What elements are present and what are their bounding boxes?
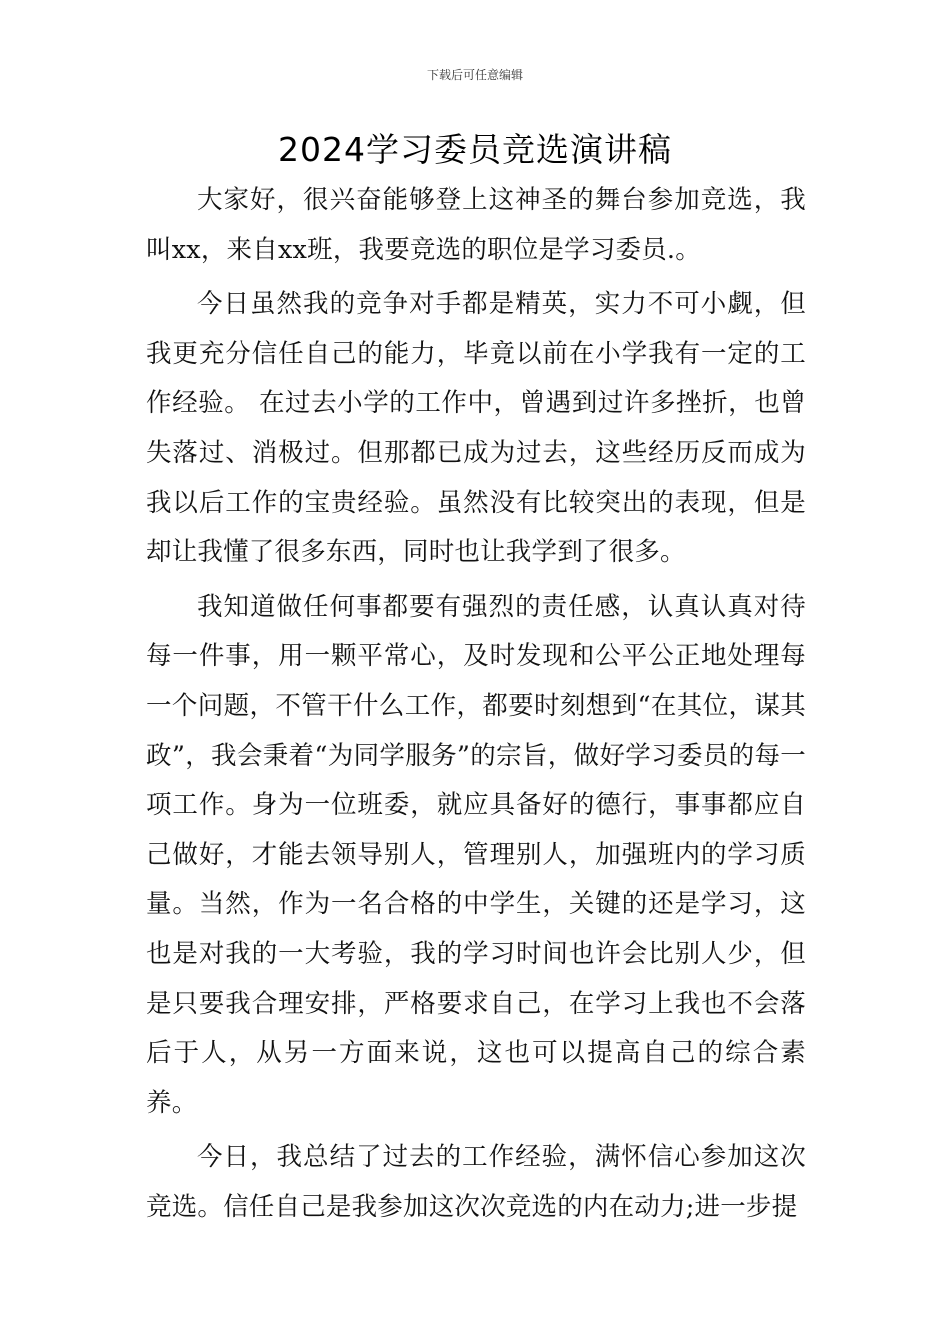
document-title: 2024学习委员竞选演讲稿 <box>278 130 672 169</box>
header-note: 下载后可任意编辑 <box>426 68 523 82</box>
paragraph-3: 我知道做任何事都要有强烈的责任感，认真认真对待每一件事，用一颗平常心，及时发现和公平公正地处理每一个问题，不管干什么工作，都要时刻想到“在其位，谋其政”，我会秉着“为同学服务”的宗旨，做好学习委员的每一项工作。身为一位班委，就应具备好的德行，事事都应自己做好，才能去领导别人，管理别人，加强班内的学习质量。当然，作为一名合格的中学生，关键的还是学习，这也是对我的一大考验，我的学习时间也许会比别人少，但是只要我合理安排，严格要求自己，在学习上我也不会落后于人，从另一方面来说，这也可以提高自己的综合素养。 <box>146 591 806 1118</box>
document-body <box>146 176 806 1232</box>
paragraph-2: 今日虽然我的竞争对手都是精英，实力不可小觑，但我更充分信任自己的能力，毕竟以前在小学我有一定的工作经验。 在过去小学的工作中，曾遇到过许多挫折，也曾失落过、消极过。但那都已成为过去，这些经历反而成为我以后工作的宝贵经验。虽然没有比较突出的表现，但是却让我懂了很多东西，同时也让我学到了很多。 <box>146 289 806 568</box>
paragraph-1: 大家好，很兴奋能够登上这神圣的舞台参加竞选，我叫xx，来自xx班，我要竞选的职位是学习委员.。 <box>146 185 806 265</box>
paragraph-4: 今日，我总结了过去的工作经验，满怀信心参加这次竞选。信任自己是我参加这次次竞选的内在动力;进一步提 <box>146 1142 806 1222</box>
